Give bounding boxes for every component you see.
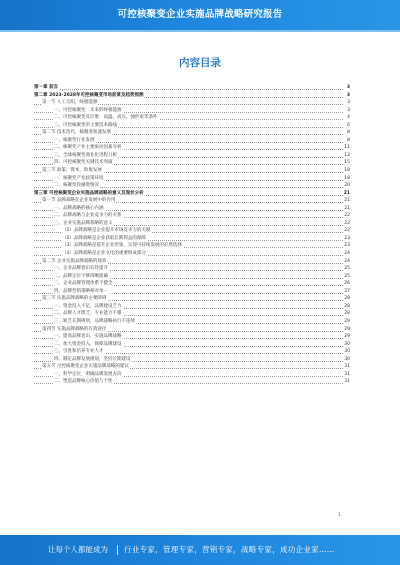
toc-entry-page: 3: [346, 92, 350, 98]
toc-entry-text: 二、塑造品牌核心价值与个性: [54, 379, 113, 385]
toc-entry-page: 15: [344, 160, 350, 166]
toc-entry-page: 28: [344, 303, 350, 309]
toc-entry-text: 三、全球核聚变商业化进程分析: [54, 152, 117, 158]
toc-entry-page: 22: [344, 213, 350, 219]
toc-entry-text: 第二章 2023-2028年可控核聚变市场前景及趋势预测: [34, 92, 144, 98]
toc-entry[interactable]: [34, 205, 350, 213]
toc-entry[interactable]: [34, 363, 350, 371]
toc-entry-text: 二、核聚变投融资情况: [54, 183, 99, 189]
toc-title: 内容目录: [179, 57, 221, 69]
toc-entry-page: 24: [344, 251, 350, 257]
toc-entry-text: 第五节 可控核聚变企业实施品牌战略的建议: [42, 364, 129, 370]
toc-entry-page: 12: [344, 152, 350, 158]
toc-entry[interactable]: [34, 92, 350, 100]
toc-entry-page: 8: [347, 130, 350, 136]
toc-entry-text: 第一章 前言: [34, 85, 59, 90]
toc-entry[interactable]: [34, 175, 350, 183]
toc-entry-text: 第二节 企业实施品牌战略的现状: [42, 258, 107, 264]
toc-entry-page: 25: [344, 273, 350, 279]
toc-entry[interactable]: [34, 84, 350, 92]
toc-entry-text: 一、可控核聚变：未来的终极能源: [54, 107, 122, 113]
toc-entry-text: 三、企业品牌管理体系不健全: [54, 281, 113, 287]
toc-entry-text: 第四节 实施品牌战略的有效途径: [42, 326, 107, 332]
toc-entry-page: 3: [346, 85, 350, 90]
toc-entry[interactable]: [34, 220, 350, 228]
toc-entry-page: 22: [344, 228, 350, 234]
toc-entry[interactable]: [34, 167, 350, 175]
page-number: 1: [338, 512, 341, 517]
toc-entry[interactable]: [34, 288, 350, 296]
toc-entry-text: 一、企业品牌意识有待提升: [54, 266, 108, 272]
page-footer: [0, 535, 400, 565]
toc-entry-page: 8: [347, 137, 350, 143]
toc-entry-page: 29: [344, 318, 350, 324]
toc-entry[interactable]: [34, 348, 350, 356]
toc-entry-text: 第三节 实施品牌战略的主要障碍: [42, 296, 107, 302]
toc-entry-text: （2）品牌战略是企业获取长期利益的保障: [62, 235, 146, 241]
toc-entry-text: 二、加大资金投入，保障品牌建设: [54, 341, 122, 347]
toc-entry-page: 3: [347, 107, 350, 113]
toc-entry-page: 3: [347, 100, 350, 106]
toc-entry-text: 二、可控核聚变反应堆：高温、高压、强约束等条件: [54, 115, 158, 121]
toc-entry-text: 第三章 可控核聚变企业实施品牌战略的意义及现状分析: [34, 190, 144, 196]
footer-separator: [117, 545, 118, 555]
toc-entry-page: 30: [344, 341, 350, 347]
toc-entry[interactable]: [34, 273, 350, 281]
toc-entry-page: 4: [347, 115, 350, 121]
footer-roles: 行业专家，管理专家，营销专家，战略专家，成功企业家……: [124, 545, 335, 554]
toc-entry-text: 二、品牌定位不够清晰准确: [54, 273, 108, 279]
toc-entry-text: 三、企业实施品牌战略的意义: [54, 220, 113, 226]
toc-entry[interactable]: [34, 129, 350, 137]
toc-entry-text: 第二节 技术迭代，核聚变加速发展: [42, 130, 111, 136]
toc-entry[interactable]: [34, 341, 350, 349]
toc-entry[interactable]: [34, 310, 350, 318]
toc-entry[interactable]: [34, 144, 350, 152]
toc-entry[interactable]: [34, 182, 350, 190]
toc-entry[interactable]: [34, 371, 350, 379]
toc-entry-text: 二、品牌人才匮乏，专业能力不强: [54, 311, 122, 317]
toc-entry-page: 31: [344, 371, 350, 377]
toc-entry-page: 23: [344, 243, 350, 249]
toc-entry-page: 31: [344, 364, 350, 370]
page-header: [0, 0, 400, 30]
toc-entry-text: 三、缺乏长期规划，品牌战略执行不连续: [54, 318, 135, 324]
toc-entry-page: 29: [344, 326, 350, 332]
toc-entry[interactable]: [34, 378, 350, 386]
toc-entry-text: 二、品牌战略与企业竞争力的关系: [54, 213, 122, 219]
toc-entry[interactable]: [34, 122, 350, 130]
toc-entry-page: 18: [344, 168, 350, 174]
toc-entry-page: 29: [344, 334, 350, 340]
toc-entry-page: 20: [344, 183, 350, 189]
toc-entry[interactable]: [34, 212, 350, 220]
toc-entry[interactable]: [34, 242, 350, 250]
header-title: 可控核聚变企业实施品牌战略研究报告: [117, 9, 283, 20]
toc-entry-page: 28: [344, 296, 350, 302]
toc-entry[interactable]: [34, 99, 350, 107]
toc-entry[interactable]: [34, 356, 350, 364]
toc-entry[interactable]: [34, 197, 350, 205]
toc-entry-page: 24: [344, 258, 350, 264]
toc-entry-text: 一、提高品牌意识，实施品牌战略: [54, 334, 122, 340]
toc-entry[interactable]: [34, 303, 350, 311]
toc-entry[interactable]: [34, 295, 350, 303]
toc-entry-text: 一、科学定位，明确品牌发展方向: [54, 371, 122, 377]
toc-entry[interactable]: [34, 107, 350, 115]
toc-entry[interactable]: [34, 250, 350, 258]
toc-entry[interactable]: [34, 190, 350, 198]
toc-entry[interactable]: [34, 333, 350, 341]
toc-entry-text: 三、引进和培养专业人才: [54, 349, 104, 355]
table-of-contents: [34, 84, 350, 386]
toc-entry-text: 四、可控核聚变关键技术突破: [54, 160, 113, 166]
toc-entry-text: 四、制定品牌发展规划，坚持长期建设: [54, 356, 131, 362]
toc-leader-dots: [34, 89, 343, 90]
toc-entry-page: 27: [344, 288, 350, 294]
toc-entry-text: 一、核聚变行业发展: [54, 137, 95, 143]
toc-entry[interactable]: [34, 137, 350, 145]
toc-entry-text: 二、核聚变产业主要驱动因素分析: [54, 145, 122, 151]
toc-entry-page: 18: [344, 175, 350, 181]
toc-entry-page: 11: [344, 145, 350, 151]
footer-slogan: 让每个人都能成为: [48, 545, 108, 554]
toc-entry-text: 第一节 人工太阳，终极能源: [42, 100, 98, 106]
toc-entry[interactable]: [34, 280, 350, 288]
toc-entry[interactable]: [34, 227, 350, 235]
toc-entry-page: 21: [343, 190, 350, 196]
toc-entry[interactable]: [34, 114, 350, 122]
toc-entry-page: 6: [347, 122, 350, 128]
header-divider: [0, 30, 400, 32]
toc-entry-page: 30: [344, 349, 350, 355]
toc-entry-text: 一、品牌战略的核心内涵: [54, 205, 104, 211]
toc-entry[interactable]: [34, 152, 350, 160]
toc-entry[interactable]: [34, 235, 350, 243]
toc-entry[interactable]: [34, 318, 350, 326]
toc-entry-page: 26: [344, 281, 350, 287]
toc-entry-page: 21: [344, 205, 350, 211]
toc-entry[interactable]: [34, 326, 350, 334]
toc-entry-text: （1）品牌战略是企业提升市场竞争力的关键: [62, 228, 151, 234]
toc-entry-text: 第一节 品牌战略在企业发展中的作用: [42, 198, 116, 204]
toc-entry-text: （4）品牌战略是企业文化的重要组成部分: [62, 251, 146, 257]
toc-entry-page: 25: [344, 266, 350, 272]
toc-entry[interactable]: [34, 258, 350, 266]
toc-entry-page: 28: [344, 311, 350, 317]
toc-entry-text: 三、可控核聚变的主要技术路线: [54, 122, 117, 128]
toc-entry-text: 四、品牌营销策略相对单一: [54, 288, 108, 294]
toc-entry[interactable]: [34, 265, 350, 273]
toc-entry-page: 30: [344, 356, 350, 362]
toc-entry-page: 31: [344, 379, 350, 385]
toc-entry-page: 21: [344, 198, 350, 204]
toc-entry-page: 22: [344, 220, 350, 226]
toc-entry-text: （3）品牌战略是提升企业形象、实现可持续发展的必然选择: [62, 243, 182, 249]
toc-entry[interactable]: [34, 159, 350, 167]
toc-entry-text: 一、资金投入不足，品牌建设乏力: [54, 303, 122, 309]
toc-entry-text: 一、核聚变产业政策环境: [54, 175, 104, 181]
toc-entry-text: 第三节 政策、资本，助推发展: [42, 168, 102, 174]
toc-entry-page: 23: [344, 235, 350, 241]
